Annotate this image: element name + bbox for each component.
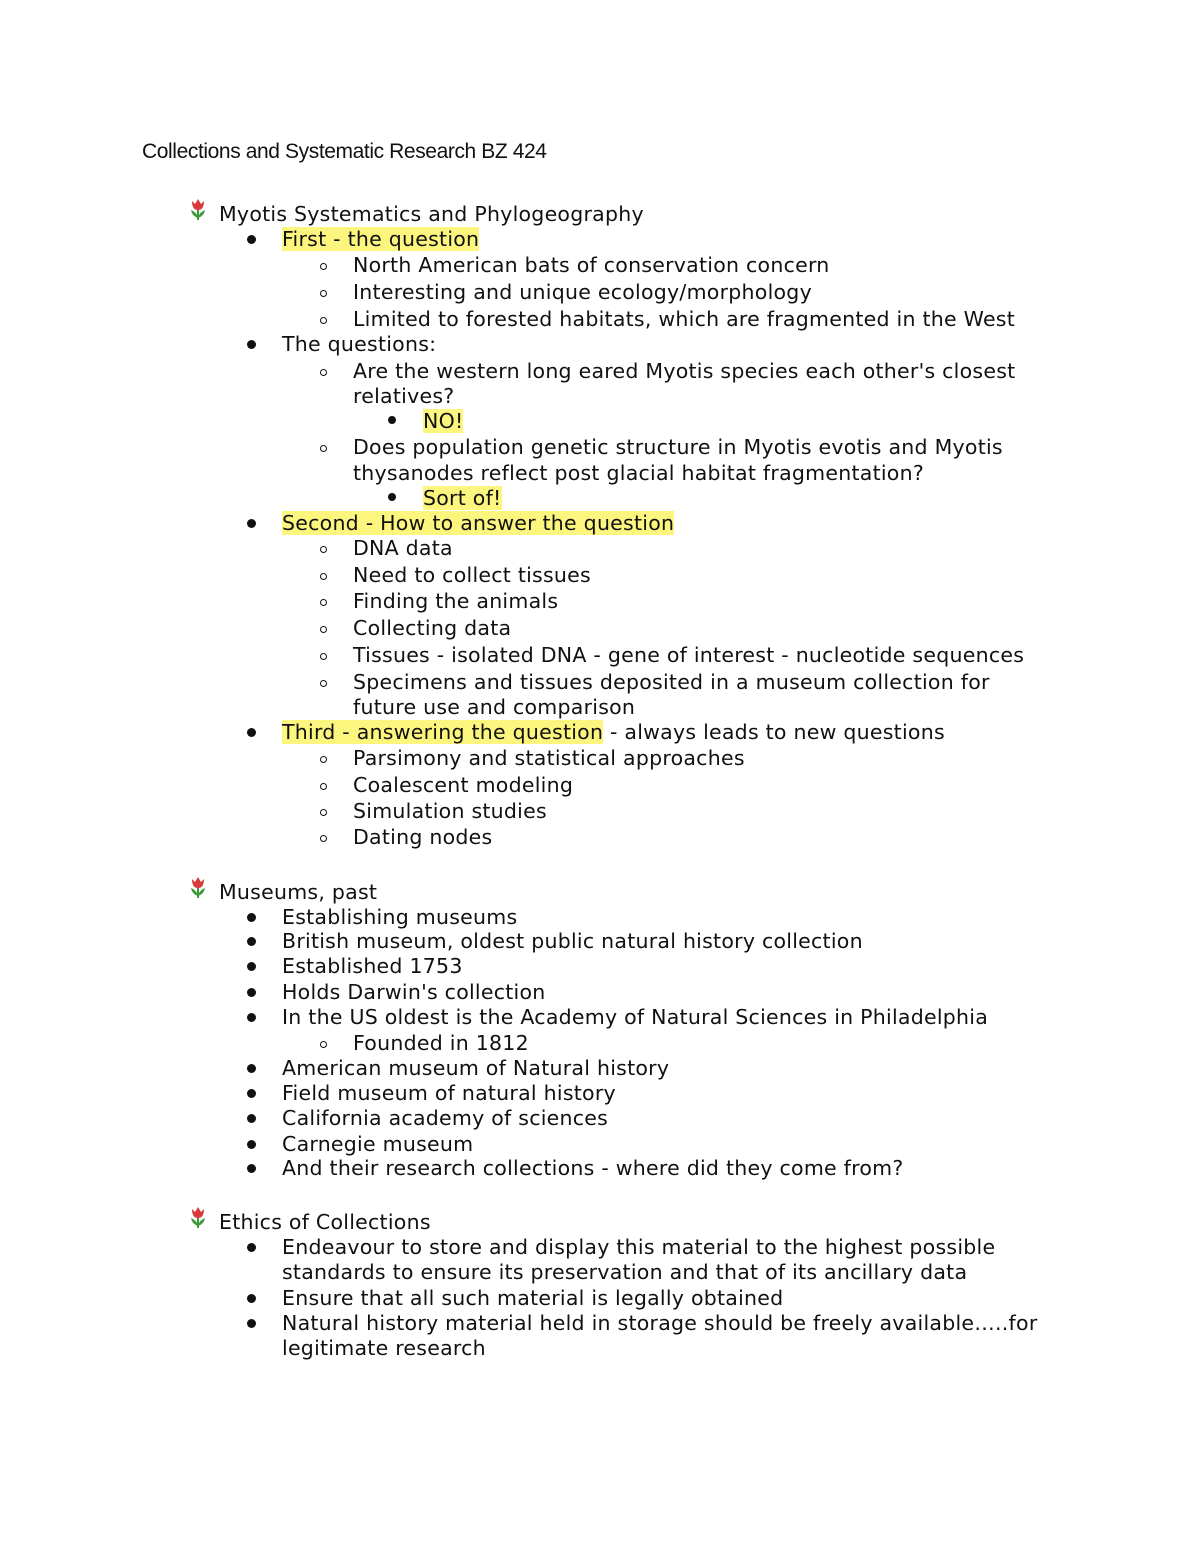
sub-bullet [320, 626, 327, 633]
sub-bullet [320, 369, 327, 376]
sub-bullet [320, 573, 327, 580]
list-item: Collecting data [353, 616, 512, 640]
bullet [247, 1013, 256, 1022]
bullet [247, 519, 256, 528]
list-item: Coalescent modeling [353, 773, 574, 797]
highlighted-text: NO! [423, 409, 464, 433]
sub-sub-bullet [388, 493, 396, 501]
tulip-icon [188, 198, 208, 222]
sub-bullet [320, 599, 327, 606]
section-heading: Ethics of Collections [219, 1210, 431, 1234]
list-item: And their research collections - where did they come from? [282, 1156, 904, 1180]
highlighted-text: Third - answering the question [282, 720, 604, 744]
list-item: Interesting and unique ecology/morphology [353, 280, 812, 304]
highlighted-text: First - the question [282, 227, 480, 251]
document-title: Collections and Systematic Research BZ 424 [142, 140, 547, 163]
sub-bullet [320, 317, 327, 324]
list-item: Holds Darwin's collection [282, 980, 546, 1004]
bullet [247, 962, 256, 971]
list-item: California academy of sciences [282, 1106, 609, 1130]
bullet [247, 1243, 256, 1252]
list-item: The questions: [282, 332, 437, 356]
list-item: Does population genetic structure in Myotis evotis and Myotis [353, 435, 1003, 459]
highlighted-text: Second - How to answer the question [282, 511, 675, 535]
bullet [247, 728, 256, 737]
list-item-cont: thysanodes reflect post glacial habitat fragmentation? [353, 461, 924, 485]
bullet [247, 1319, 256, 1328]
bullet [247, 1114, 256, 1123]
list-item: Founded in 1812 [353, 1031, 529, 1055]
sub-bullet [320, 809, 327, 816]
section-heading: Museums, past [219, 880, 378, 904]
list-item: Endeavour to store and display this material to the highest possible [282, 1235, 996, 1259]
list-item: Carnegie museum [282, 1132, 474, 1156]
list-item: Need to collect tissues [353, 563, 591, 587]
sub-bullet [320, 835, 327, 842]
bullet [247, 988, 256, 997]
sub-bullet [320, 783, 327, 790]
bullet [247, 1294, 256, 1303]
list-item: North American bats of conservation concern [353, 253, 830, 277]
list-item: Finding the animals [353, 589, 559, 613]
list-item: Simulation studies [353, 799, 547, 823]
list-item: Are the western long eared Myotis species each other's closest [353, 359, 1016, 383]
list-item-rest: - always leads to new questions [603, 720, 945, 744]
bullet [247, 1089, 256, 1098]
list-item: Tissues - isolated DNA - gene of interest - nucleotide sequences [353, 643, 1025, 667]
list-item: Limited to forested habitats, which are fragmented in the West [353, 307, 1016, 331]
list-item: Parsimony and statistical approaches [353, 746, 745, 770]
list-item: Natural history material held in storage should be freely available…..for [282, 1311, 1038, 1335]
highlighted-text: Sort of! [423, 486, 502, 510]
list-item-cont: relatives? [353, 384, 455, 408]
list-item-cont: future use and comparison [353, 695, 636, 719]
sub-bullet [320, 680, 327, 687]
list-item: DNA data [353, 536, 453, 560]
bullet [247, 913, 256, 922]
sub-bullet [320, 653, 327, 660]
sub-bullet [320, 546, 327, 553]
tulip-icon [188, 1206, 208, 1230]
bullet [247, 937, 256, 946]
list-item: Establishing museums [282, 905, 518, 929]
sub-bullet [320, 445, 327, 452]
bullet [247, 1164, 256, 1173]
bullet [247, 235, 256, 244]
bullet [247, 340, 256, 349]
bullet [247, 1064, 256, 1073]
tulip-icon [188, 876, 208, 900]
sub-bullet [320, 290, 327, 297]
sub-bullet [320, 263, 327, 270]
bullet [247, 1140, 256, 1149]
list-item-cont: legitimate research [282, 1336, 486, 1360]
sub-bullet [320, 756, 327, 763]
list-item: Established 1753 [282, 954, 463, 978]
list-item: Ensure that all such material is legally obtained [282, 1286, 784, 1310]
list-item: Specimens and tissues deposited in a museum collection for [353, 670, 990, 694]
list-item: Dating nodes [353, 825, 493, 849]
section-heading: Myotis Systematics and Phylogeography [219, 202, 644, 226]
list-item: Field museum of natural history [282, 1081, 616, 1105]
list-item: British museum, oldest public natural history collection [282, 929, 863, 953]
list-item: In the US oldest is the Academy of Natural Sciences in Philadelphia [282, 1005, 989, 1029]
list-item-cont: standards to ensure its preservation and that of its ancillary data [282, 1260, 968, 1284]
list-item: American museum of Natural history [282, 1056, 670, 1080]
sub-bullet [320, 1041, 327, 1048]
sub-sub-bullet [388, 416, 396, 424]
